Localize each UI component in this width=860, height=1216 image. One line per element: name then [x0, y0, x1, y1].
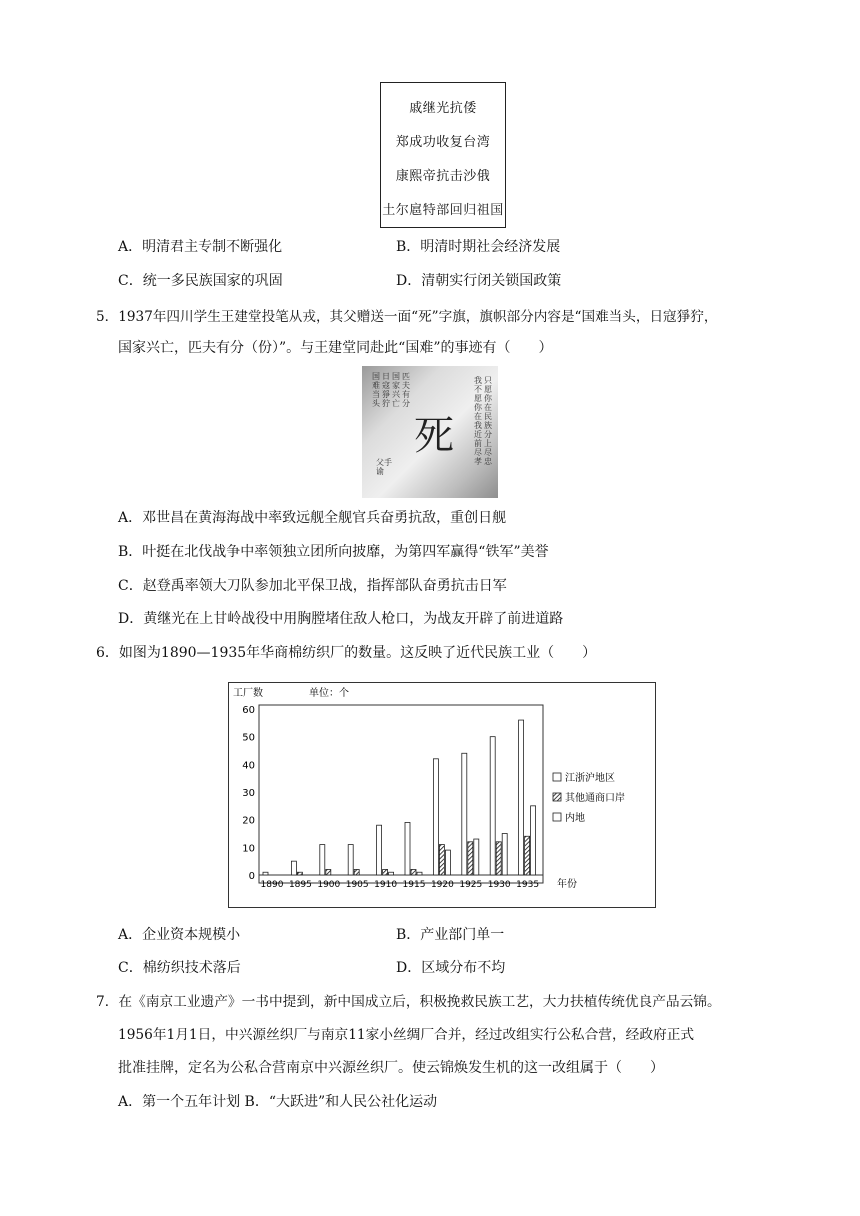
q5-stem-line2: 国家兴亡，匹夫有分（份）”。与王建堂同赴此“国难”的事迹有（ ）	[118, 340, 553, 356]
x-tick-label: 1910	[374, 880, 398, 890]
box-line: 郑成功收复台湾	[395, 135, 491, 150]
flag-right-text: 我不愿你在我近前尽孝	[474, 376, 482, 466]
legend-label: 江浙沪地区	[565, 773, 615, 784]
q5-stem-line1: 5．1937年四川学生王建堂投笔从戎，其父赠送一面“死”字旗，旗帜部分内容是“国难当头，日寇猙狞，	[96, 309, 718, 325]
q6-option-c[interactable]: C．棉纺织技术落后	[118, 960, 241, 976]
bar-other-ports	[525, 836, 530, 875]
flag-right-text: 只愿你在民族分上尽忠	[484, 376, 492, 466]
q4-option-c[interactable]: C．统一多民族国家的巩固	[118, 273, 283, 289]
x-tick-label: 1900	[317, 880, 341, 890]
q7-option-a-b[interactable]: A．第一个五年计划 B．“大跃进”和人民公社化运动	[118, 1094, 438, 1110]
event-list-box	[380, 82, 506, 228]
q4-option-b[interactable]: B．明清时期社会经济发展	[396, 239, 561, 255]
box-line: 土尔扈特部回归祖国	[382, 203, 504, 218]
bar-other-ports	[468, 842, 473, 875]
flag-left-text: 日寇猙狞	[382, 372, 390, 408]
bar-other-ports	[411, 869, 416, 875]
q6-stem: 6．如图为1890—1935年华商棉纺织厂的数量。这反映了近代民族工业（ ）	[96, 645, 597, 661]
factory-count-chart	[228, 682, 656, 908]
bar-jiangzhehu	[462, 753, 467, 875]
bar-jiangzhehu	[519, 720, 524, 875]
q7-stem-line2: 1956年1月1日，中兴源丝织厂与南京11家小丝绸厂合并，经过改组实行公私合营，经政府正式	[118, 1027, 695, 1043]
bar-inland	[531, 806, 536, 875]
flag-death-character: 死	[414, 413, 454, 459]
bar-other-ports	[354, 869, 359, 875]
q5-option-c[interactable]: C．赵登禹率领大刀队参加北平保卫战，指挥部队奋勇抗击日军	[118, 578, 507, 594]
y-tick-label: 10	[242, 843, 255, 855]
q5-option-b[interactable]: B．叶挺在北伐战争中率领独立团所向披靡，为第四军赢得“铁军”美誉	[118, 544, 549, 560]
x-tick-label: 1895	[288, 880, 312, 890]
bar-other-ports	[326, 869, 331, 875]
legend-swatch	[553, 773, 561, 781]
unit-label: 单位：个	[309, 688, 349, 699]
x-tick-label: 1890	[260, 880, 284, 890]
bar-jiangzhehu	[377, 825, 382, 875]
bar-other-ports	[297, 872, 302, 875]
box-line: 戚继光抗倭	[409, 101, 477, 116]
y-tick-label: 50	[242, 732, 255, 744]
box-line: 康熙帝抗击沙俄	[395, 169, 491, 184]
y-tick-label: 40	[242, 760, 255, 772]
bar-inland	[474, 839, 479, 875]
y-tick-label: 0	[248, 871, 255, 882]
q6-option-b[interactable]: B．产业部门单一	[396, 927, 505, 943]
flag-left-text: 匹夫有分	[402, 372, 410, 408]
y-tick-label: 60	[242, 705, 255, 716]
bar-inland	[502, 834, 507, 876]
bar-inland	[389, 872, 394, 875]
bar-jiangzhehu	[263, 872, 268, 875]
q5-option-d[interactable]: D．黄继光在上甘岭战役中用胸膛堵住敌人枪口，为战友开辟了前进道路	[118, 611, 564, 627]
x-tick-label: 1930	[487, 880, 511, 890]
bar-inland	[417, 872, 422, 875]
x-tick-label: 1915	[402, 880, 426, 890]
legend-label: 其他通商口岸	[565, 793, 625, 804]
bar-jiangzhehu	[291, 861, 296, 875]
x-tick-label: 1925	[459, 880, 483, 890]
q6-option-d[interactable]: D．区域分布不均	[396, 960, 506, 976]
flag-left-text: 国难当头	[372, 372, 380, 408]
q4-option-d[interactable]: D．清朝实行闭关锁国政策	[396, 273, 562, 289]
flag-left-text: 国家兴亡	[392, 372, 400, 408]
x-axis-label: 年份	[557, 879, 577, 890]
bar-jiangzhehu	[490, 737, 495, 875]
bar-jiangzhehu	[348, 845, 353, 875]
x-tick-label: 1935	[516, 880, 540, 890]
legend-swatch	[553, 793, 561, 801]
death-flag-photo	[362, 366, 498, 498]
y-tick-label: 30	[242, 788, 255, 799]
bar-inland	[445, 850, 450, 875]
bar-other-ports	[439, 845, 444, 875]
legend-swatch	[553, 813, 561, 821]
y-axis-label: 工厂数	[233, 688, 263, 699]
q7-stem-line3: 批准挂牌，定名为公私合营南京中兴源丝织厂。使云锦焕发生机的这一改组属于（ ）	[118, 1060, 664, 1076]
bar-jiangzhehu	[320, 845, 325, 875]
q6-option-a[interactable]: A．企业资本规模小	[118, 927, 241, 943]
x-tick-label: 1905	[345, 880, 369, 890]
q4-option-a[interactable]: A．明清君主专制不断强化	[118, 239, 283, 255]
legend-label: 内地	[565, 813, 585, 824]
x-tick-label: 1920	[430, 880, 454, 890]
bar-other-ports	[383, 869, 388, 875]
q7-stem-line1: 7．在《南京工业遗产》一书中提到，新中国成立后，积极挽救民族工艺，大力扶植传统优良产品云锦。	[96, 994, 721, 1010]
y-tick-label: 20	[242, 815, 255, 827]
bar-chart-svg	[229, 683, 655, 907]
bar-jiangzhehu	[433, 759, 438, 875]
q5-option-a[interactable]: A．邓世昌在黄海海战中率致远舰全舰官兵奋勇抗敌，重创日舰	[118, 510, 507, 526]
bar-jiangzhehu	[405, 822, 410, 875]
bar-other-ports	[496, 842, 501, 875]
flag-signature: 父手谕	[376, 458, 392, 476]
